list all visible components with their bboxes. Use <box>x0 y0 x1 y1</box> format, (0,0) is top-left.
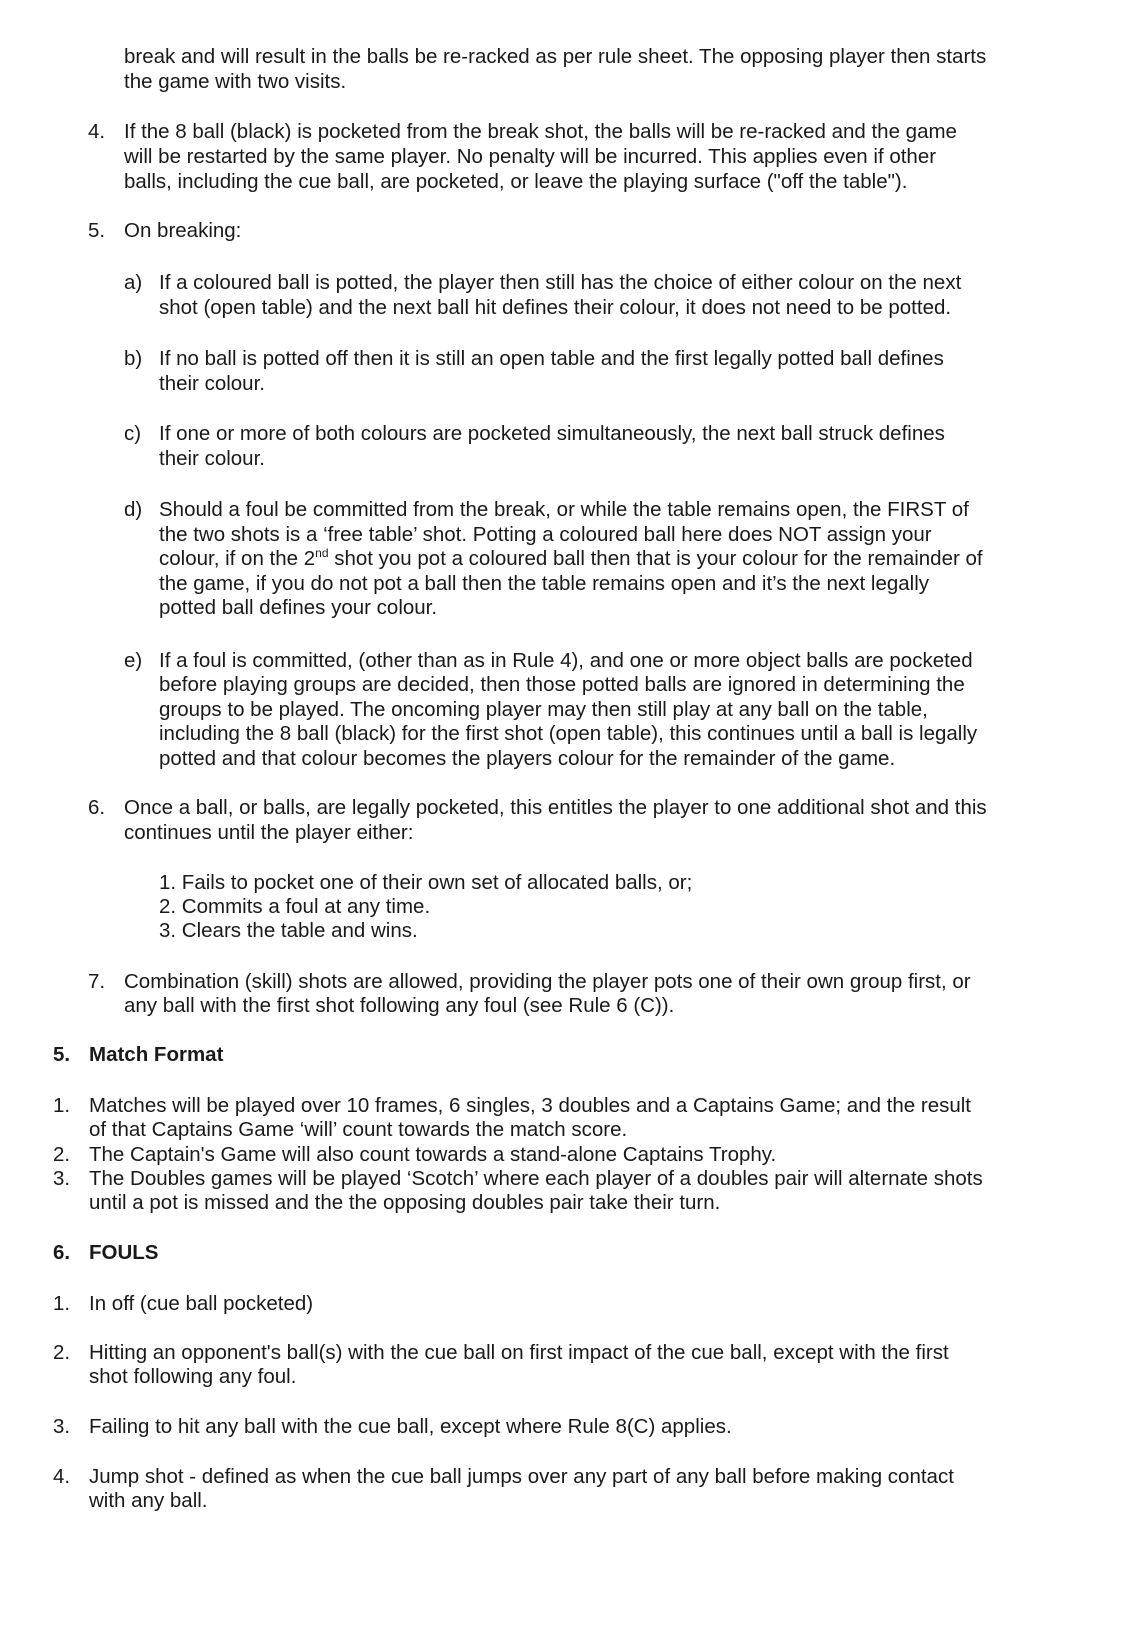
list-number: 3. <box>53 1415 71 1438</box>
list-letter: b) <box>124 347 143 370</box>
text-line: Combination (skill) shots are allowed, providing the player pots one of their own group first, or <box>124 970 971 993</box>
text-line: their colour. <box>159 372 265 395</box>
text-line: the two shots is a ‘free table’ shot. Potting a coloured ball here does NOT assign your <box>159 523 932 546</box>
text-line: Matches will be played over 10 frames, 6 singles, 3 doubles and a Captains Game; and the result <box>89 1094 971 1117</box>
list-number: 1. <box>53 1292 71 1315</box>
text-line: If a foul is committed, (other than as in Rule 4), and one or more object balls are pocketed <box>159 649 973 672</box>
text-line: the game, if you do not pot a ball then the table remains open and it’s the next legally <box>159 572 930 595</box>
list-number: 3. <box>53 1167 71 1190</box>
text-fragment: colour, if on the 2 <box>159 547 316 570</box>
text-line: shot following any foul. <box>89 1365 297 1388</box>
text-line: Failing to hit any ball with the cue ball, except where Rule 8(C) applies. <box>89 1415 732 1438</box>
text-line: will be restarted by the same player. No penalty will be incurred. This applies even if other <box>124 145 937 168</box>
text-line: Hitting an opponent's ball(s) with the cue ball on first impact of the cue ball, except with the first <box>89 1341 949 1364</box>
list-number: 4. <box>53 1465 71 1488</box>
text-line: continues until the player either: <box>124 821 414 844</box>
text-line: On breaking: <box>124 219 242 242</box>
text-line: In off (cue ball pocketed) <box>89 1292 314 1315</box>
list-number: 4. <box>88 120 106 143</box>
text-line: If the 8 ball (black) is pocketed from the break shot, the balls will be re-racked and the game <box>124 120 957 143</box>
text-line: groups to be played. The oncoming player may then still play at any ball on the table, <box>159 698 928 721</box>
list-number: 1. <box>53 1094 71 1117</box>
text-line: potted and that colour becomes the players colour for the remainder of the game. <box>159 747 896 770</box>
text-line: If a coloured ball is potted, the player then still has the choice of either colour on the next <box>159 271 962 294</box>
list-number: 6. <box>88 796 106 819</box>
text-line: including the 8 ball (black) for the first shot (open table), this continues until a ball is legally <box>159 722 978 745</box>
text-line: The Captain's Game will also count towards a stand-alone Captains Trophy. <box>89 1143 777 1166</box>
list-number: 2. <box>53 1143 71 1166</box>
ordinal-superscript: nd <box>315 546 329 561</box>
list-letter: d) <box>124 498 143 521</box>
text-line: the game with two visits. <box>124 70 347 93</box>
list-letter: c) <box>124 422 142 445</box>
text-line: any ball with the first shot following any foul (see Rule 6 (C)). <box>124 994 675 1017</box>
sub-list-item: 1. Fails to pocket one of their own set of allocated balls, or; <box>159 871 693 894</box>
section-number: 6. <box>53 1241 71 1264</box>
section-heading: Match Format <box>89 1043 224 1066</box>
section-number: 5. <box>53 1043 71 1066</box>
text-fragment: shot you pot a coloured ball then that is your colour for the remainder of <box>328 547 983 570</box>
text-line: Should a foul be committed from the break, or while the table remains open, the FIRST of <box>159 498 969 521</box>
text-line: If no ball is potted off then it is still an open table and the first legally potted ball defines <box>159 347 944 370</box>
text-line: balls, including the cue ball, are pocketed, or leave the playing surface ("off the table"). <box>124 170 908 193</box>
sub-list-item: 3. Clears the table and wins. <box>159 919 418 942</box>
list-number: 2. <box>53 1341 71 1364</box>
text-line: Jump shot - defined as when the cue ball jumps over any part of any ball before making contact <box>89 1465 954 1488</box>
list-number: 7. <box>88 970 106 993</box>
text-line: If one or more of both colours are pocketed simultaneously, the next ball struck defines <box>159 422 945 445</box>
text-line: until a pot is missed and the the opposing doubles pair take their turn. <box>89 1191 721 1214</box>
text-line: their colour. <box>159 447 265 470</box>
text-line: break and will result in the balls be re-racked as per rule sheet. The opposing player then starts <box>124 45 987 68</box>
text-line: Once a ball, or balls, are legally pocketed, this entitles the player to one additional shot and this <box>124 796 987 819</box>
text-line: The Doubles games will be played ‘Scotch’ where each player of a doubles pair will alternate shots <box>89 1167 983 1190</box>
text-line: potted ball defines your colour. <box>159 596 438 619</box>
sub-list-item: 2. Commits a foul at any time. <box>159 895 431 918</box>
section-heading: FOULS <box>89 1241 159 1264</box>
text-line: shot (open table) and the next ball hit defines their colour, it does not need to be potted. <box>159 296 952 319</box>
list-letter: a) <box>124 271 143 294</box>
text-line: with any ball. <box>89 1489 208 1512</box>
text-line: before playing groups are decided, then those potted balls are ignored in determining the <box>159 673 965 696</box>
list-number: 5. <box>88 219 106 242</box>
text-line: of that Captains Game ‘will’ count towards the match score. <box>89 1118 628 1141</box>
text-line <box>159 546 983 571</box>
list-letter: e) <box>124 649 143 672</box>
